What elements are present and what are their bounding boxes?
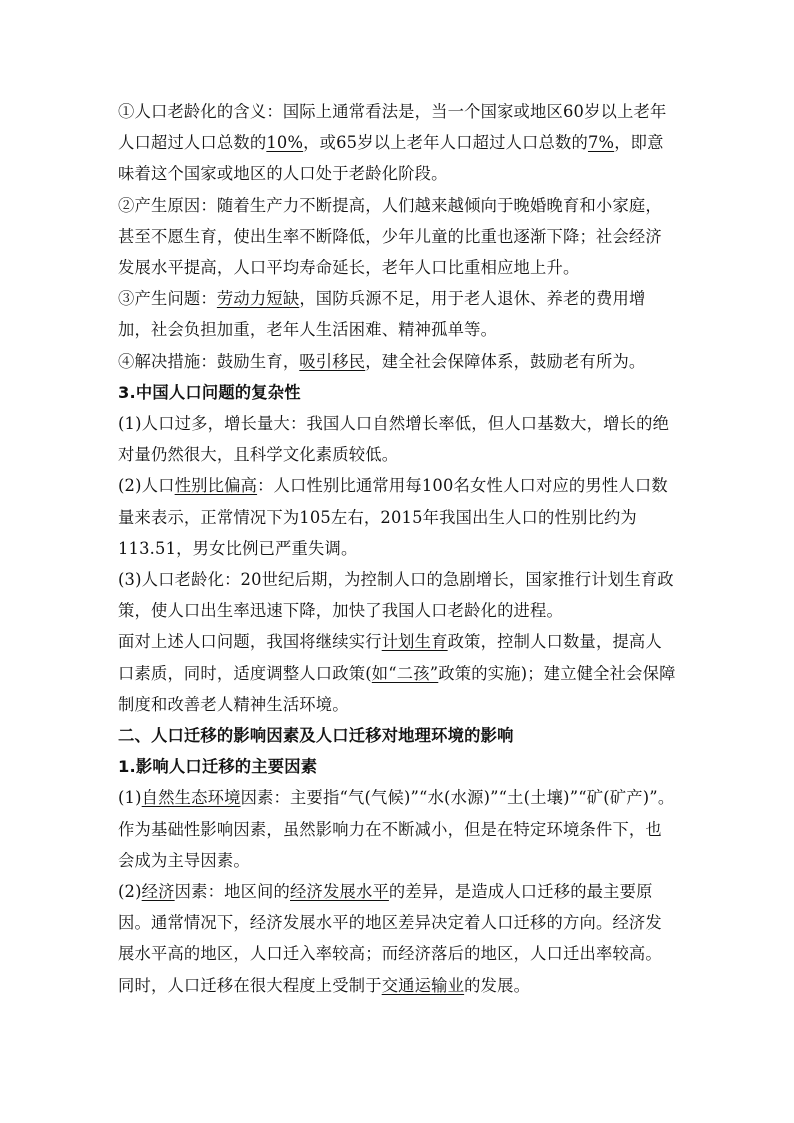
text-segment: (1) xyxy=(118,788,142,808)
underlined-term: 经济发展水平 xyxy=(290,882,389,902)
underlined-term: 如“二孩” xyxy=(371,663,439,683)
underlined-term: 7% xyxy=(587,133,615,153)
text-segment: 政策的实施)；建立健全社会保障制度和改善老人精神生活环境。 xyxy=(118,663,676,714)
text-segment: ，国防兵源不足，用于老人退休、养老的费用增加，社会负担加重，老年人生活困难、精神孤单等。 xyxy=(118,289,646,340)
text-segment: ③产生问题： xyxy=(118,289,217,309)
paragraph-sex-ratio xyxy=(118,470,678,564)
underlined-term: 劳动力短缺 xyxy=(216,289,300,309)
heading-china-population xyxy=(118,377,678,408)
heading-migration-section xyxy=(118,720,678,751)
heading-migration-factors xyxy=(118,751,678,782)
underlined-term: 性别比偏高 xyxy=(174,476,258,496)
text-segment: (2) xyxy=(118,882,142,902)
text-segment: ①人口老龄化的含义：国际上通常看法是，当一个国家或地区60岁以上老年人口超过人口总数的 xyxy=(118,102,667,153)
paragraph-aging-measures xyxy=(118,346,678,377)
text-segment: 的差异，是造成人口迁移的最主要原因。通常情况下，经济发展水平的地区差异决定着人口迁移的方向。经济发展水平高的地区，人口迁入率较高；而经济落后的地区，人口迁出率较高。同时，人口迁移在很大程度上受制于 xyxy=(118,882,662,995)
underlined-term: 吸引移民 xyxy=(299,351,366,371)
text-segment: ②产生原因：随着生产力不断提高，人们越来越倾向于晚婚晚育和小家庭，甚至不愿生育，使出生率不断降低，少年儿童的比重也逐渐下降；社会经济发展水平提高，人口平均寿命延长，老年人口比重相应地上升。 xyxy=(118,195,662,278)
text-segment: ，建全社会保障体系，鼓励老有所为。 xyxy=(365,351,646,371)
paragraph-aging-definition xyxy=(118,96,678,190)
text-segment: 因素：地区间的 xyxy=(174,882,291,902)
document-body xyxy=(118,96,678,1001)
text-segment: ：人口性别比通常用每100名女性人口对应的男性人口数量来表示，正常情况下为105左右，2015年我国出生人口的性别比约为113.51，男女比例已严重失调。 xyxy=(118,476,668,558)
text-segment: 面对上述人口问题，我国将继续实行 xyxy=(118,632,382,652)
underlined-term: 计划生育 xyxy=(381,632,448,652)
paragraph-aging-problems xyxy=(118,283,678,345)
heading-text: 3.中国人口问题的复杂性 xyxy=(118,382,301,402)
paragraph-natural-factors xyxy=(118,782,678,876)
text-segment: 因素：主要指“气(气候)”“水(水源)”“土(土壤)”“矿(矿产)”。作为基础性影响因素，虽然影响力在不断减小，但是在特定环境条件下，也会成为主导因素。 xyxy=(118,788,675,870)
text-segment: ④解决措施：鼓励生育， xyxy=(118,351,300,371)
underlined-term: 自然生态环境 xyxy=(141,788,241,808)
paragraph-policy xyxy=(118,626,678,720)
text-segment: 政策，控制人口数量，提高人口素质，同时，适度调整人口政策( xyxy=(118,632,662,683)
text-segment: ，或65岁以上老年人口超过人口总数的 xyxy=(303,133,588,153)
paragraph-overpopulation xyxy=(118,408,678,470)
text-segment: ，即意味着这个国家或地区的人口处于老龄化阶段。 xyxy=(118,133,664,184)
heading-text: 1.影响人口迁移的主要因素 xyxy=(118,757,318,777)
paragraph-economic-factors xyxy=(118,876,678,1001)
text-segment: (2)人口 xyxy=(118,476,175,496)
paragraph-aging-causes xyxy=(118,190,678,284)
text-segment: (1)人口过多，增长量大：我国人口自然增长率低，但人口基数大，增长的绝对量仍然很大，且科学文化素质较低。 xyxy=(118,414,670,465)
text-segment: 的发展。 xyxy=(464,975,531,995)
text-segment: (3)人口老龄化：20世纪后期，为控制人口的急剧增长，国家推行计划生育政策，使人口出生率迅速下降，加快了我国人口老龄化的进程。 xyxy=(118,570,674,621)
underlined-term: 10% xyxy=(266,133,304,153)
underlined-term: 交通运输业 xyxy=(381,975,465,995)
paragraph-china-aging xyxy=(118,564,678,626)
underlined-term: 经济 xyxy=(141,882,175,902)
heading-text: 二、人口迁移的影响因素及人口迁移对地理环境的影响 xyxy=(118,726,514,746)
